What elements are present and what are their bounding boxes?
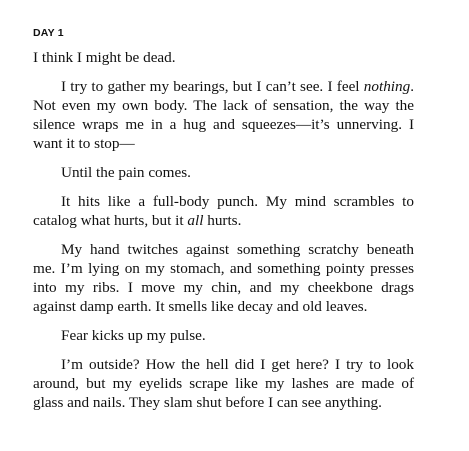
paragraph-2-emphasis: nothing: [363, 78, 411, 95]
paragraph-4-part-a: It hits like a full-body punch. My mind scrambles to catalog what hurts, but it: [33, 193, 414, 229]
paragraph-4-part-b: hurts.: [203, 212, 242, 229]
paragraph-2: [33, 77, 414, 153]
paragraph-1: I think I might be dead.: [33, 49, 176, 66]
paragraph-5: My hand twitches against something scratchy beneath me. I’m lying on my stomach, and something pointy presses into my ribs. I move my chin, and my cheekbone drags against damp earth. It smells like decay and old leaves.: [33, 241, 414, 315]
chapter-heading: DAY 1: [33, 27, 64, 39]
paragraph-4-emphasis: all: [187, 212, 204, 229]
paragraph-2-part-a: I try to gather my bearings, but I can’t see. I feel: [61, 78, 364, 95]
paragraph-7: I’m outside? How the hell did I get here? I try to look around, but my eyelids scrape like my lashes are made of glass and nails. They slam shut before I can see anything.: [33, 356, 414, 411]
page-content: [33, 26, 414, 422]
paragraph-6: Fear kicks up my pulse.: [61, 327, 206, 344]
paragraph-2-part-b: . Not even my own body. The lack of sensation, the way the silence wraps me in a hug and squeezes—it’s unnerving. I want it to stop—: [33, 78, 414, 152]
paragraph-3: Until the pain comes.: [61, 164, 191, 181]
paragraph-4: [33, 192, 414, 230]
